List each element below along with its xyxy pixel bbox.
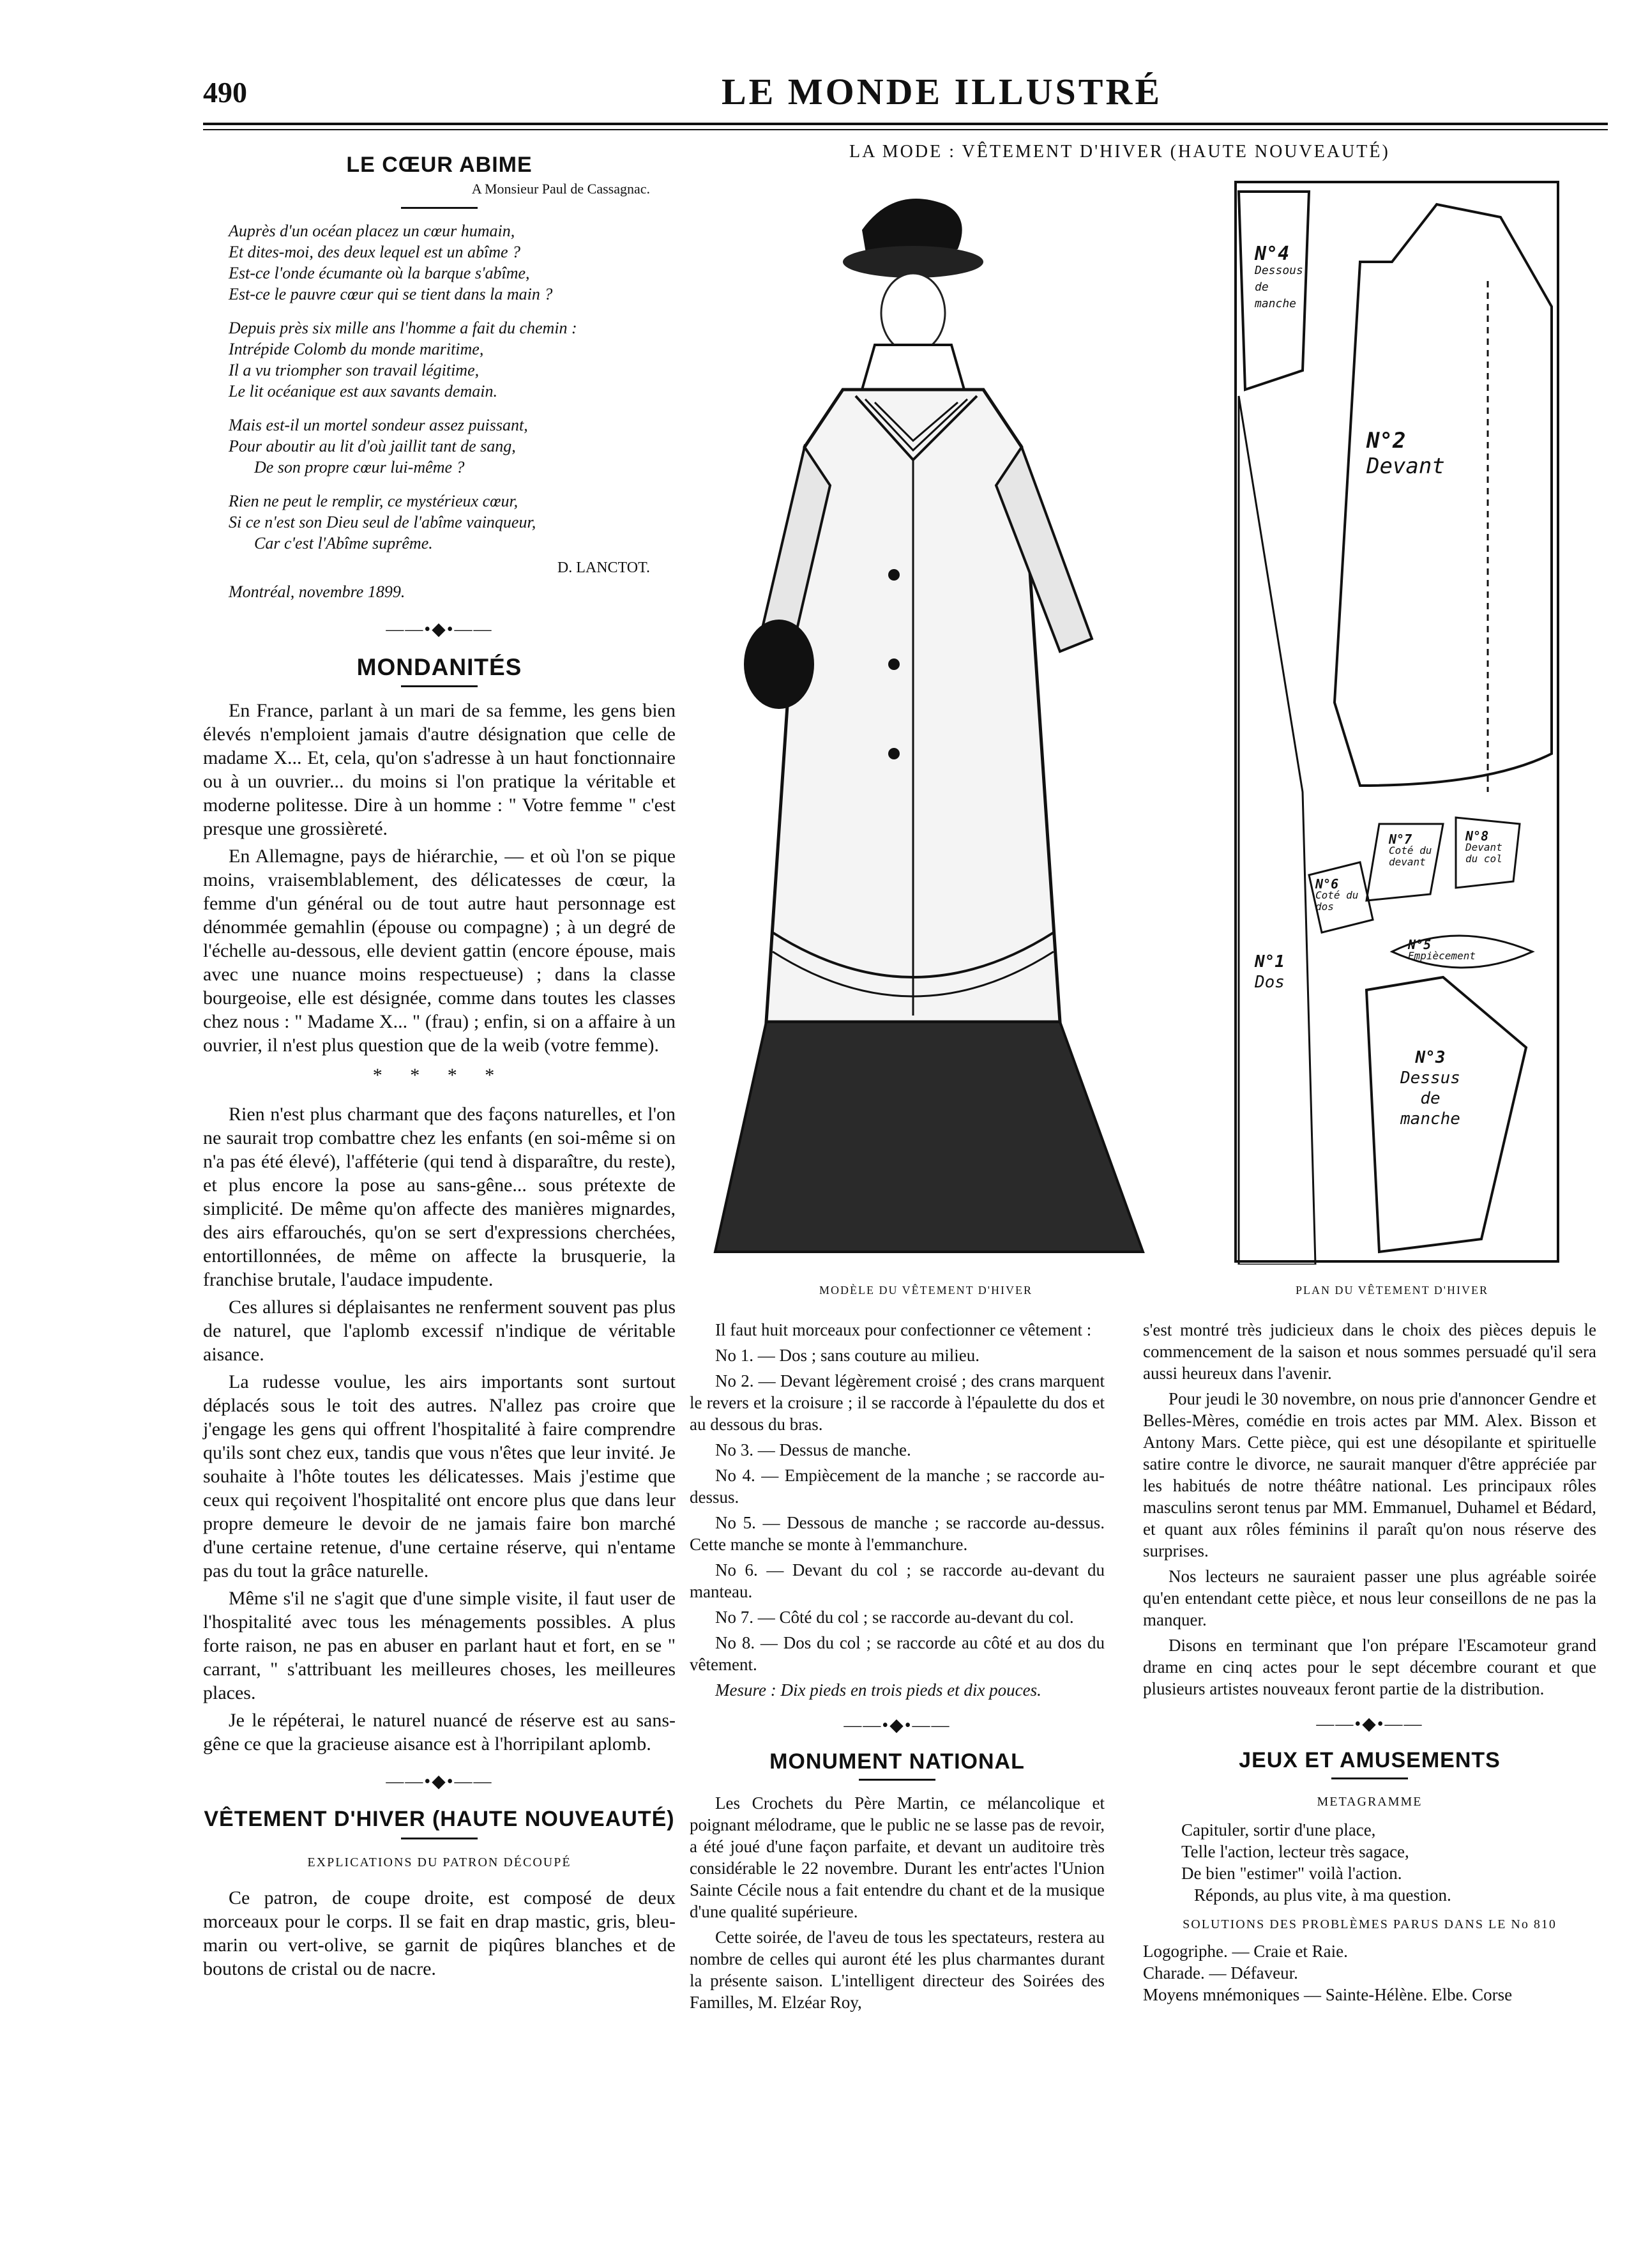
- piece-item: No 6. — Devant du col ; se raccorde au-devant du manteau.: [690, 1560, 1105, 1601]
- poem-line: Est-ce l'onde écumante où la barque s'abîme,: [229, 264, 530, 282]
- poem-line: Mais est-il un mortel sondeur assez puissant,: [229, 416, 528, 434]
- paragraph: En France, parlant à un mari de sa femme, les gens bien élevés n'emploient jamais d'autre désignation que celle de madame X... Et, cela, qu'on s'adresse à un haut fonctionnaire ou à un ouvrier... du moins si l'on pratique la véritable et moderne politesse. Dire à un homme : " Votre femme " c'est presque une grossièreté.: [203, 700, 676, 839]
- paragraph: Même s'il ne s'agit que d'une simple visite, il faut user de l'hospitalité avec tous les ménagements possibles. A plus forte raison, ne pas en abuser en parlant haut et fort, en se " carrant, " s'attribuant les meilleures choses, les meilleures places.: [203, 1588, 676, 1703]
- poem-line: Pour aboutir au lit d'où jaillit tant de sang,: [229, 437, 516, 455]
- poem-line: Et dites-moi, des deux lequel est un abîme ?: [229, 243, 521, 261]
- poem-line: Auprès d'un océan placez un cœur humain,: [229, 222, 515, 240]
- solutions-title: SOLUTIONS DES PROBLÈMES PARUS DANS LE No 810: [1183, 1917, 1557, 1931]
- poem-line: Si ce n'est son Dieu seul de l'abîme vainqueur,: [229, 513, 536, 531]
- piece-number: N°8: [1465, 828, 1489, 844]
- poem-author: D. LANCTOT.: [557, 559, 650, 576]
- pattern-label-no4: [1255, 243, 1306, 312]
- verse-line: De bien "estimer" voilà l'action.: [1181, 1864, 1402, 1883]
- piece-name: Coté du devant: [1389, 844, 1432, 868]
- measure-note: Mesure : Dix pieds en trois pieds et dix pouces.: [715, 1680, 1041, 1700]
- piece-item: No 7. — Côté du col ; se raccorde au-devant du col.: [715, 1608, 1074, 1627]
- section-title: MONUMENT NATIONAL: [769, 1749, 1025, 1774]
- piece-item: No 8. — Dos du col ; se raccorde au côté et au dos du vêtement.: [690, 1633, 1105, 1674]
- poem-line: Il a vu triompher son travail légitime,: [229, 361, 480, 379]
- poem-line: Intrépide Colomb du monde maritime,: [229, 340, 484, 358]
- divider: [401, 685, 478, 687]
- piece-name: Coté du dos: [1315, 889, 1359, 913]
- puzzle-verse: [1143, 1819, 1596, 1906]
- figure-caption: PLAN DU VÊTEMENT D'HIVER: [1295, 1284, 1489, 1297]
- piece-number: N°7: [1389, 832, 1412, 847]
- divider: [1331, 1777, 1408, 1779]
- piece-number: N°1: [1255, 952, 1285, 971]
- poem-stanza: [229, 415, 676, 478]
- piece-name: Dessous de manche: [1255, 264, 1303, 310]
- ornament-divider: ——•◆•——: [843, 1716, 951, 1735]
- poem-body: [203, 220, 676, 554]
- poem-dedication: A Monsieur Paul de Cassagnac.: [471, 181, 650, 197]
- paragraph: Les Crochets du Père Martin, ce mélancolique et poignant mélodrame, que le public ne se lasse pas de revoir, a été joué d'une façon parfaite, et devant un auditoire très considérable le 22 novembre. Durant les entr'actes l'Union Sainte Cécile nous a fait entendre du chant et de la musique d'une qualité supérieure.: [690, 1793, 1105, 1921]
- piece-number: N°3: [1415, 1048, 1446, 1067]
- piece-number: N°6: [1315, 876, 1339, 892]
- poem-stanza: [229, 491, 676, 554]
- journal-title: LE MONDE ILLUSTRÉ: [722, 71, 1163, 112]
- solution-line: Moyens mnémoniques — Sainte-Hélène. Elbe. Corse: [1143, 1985, 1513, 2004]
- divider: [859, 1779, 935, 1781]
- verse-line: Capituler, sortir d'une place,: [1181, 1820, 1376, 1839]
- pattern-label-no6: [1315, 878, 1360, 913]
- left-column: [203, 153, 676, 1984]
- solution-line: Logogriphe. — Craie et Raie.: [1143, 1942, 1348, 1961]
- piece-item: No 3. — Dessus de manche.: [715, 1440, 911, 1459]
- divider: [401, 1838, 478, 1839]
- paragraph: Pour jeudi le 30 novembre, on nous prie d'annoncer Gendre et Belles-Mères, comédie en trois actes par MM. Alex. Bisson et Antony Mars. Cette pièce, qui est une désopilante et spirituelle satire contre le divorce, ne saurait manquer d'être appréciée par les habitués de notre théâtre national. Les principaux rôles masculins seront tenus par MM. Emmanuel, Duhamel et Bédard, et quant aux rôles féminins il paraît qu'on nous réserve des surprises.: [1143, 1389, 1596, 1560]
- poem-line: Le lit océanique est aux savants demain.: [229, 382, 497, 400]
- poem-title: LE CŒUR ABIME: [346, 153, 533, 177]
- section-title: MONDANITÉS: [356, 654, 522, 680]
- piece-number: N°5: [1408, 937, 1432, 952]
- paragraph: Disons en terminant que l'on prépare l'Escamoteur grand drame en cinq actes pour le sept décembre courant et que plusieurs artistes nouveaux feront partie de la distribution.: [1143, 1636, 1596, 1698]
- ornament-divider: ——•◆•——: [1316, 1714, 1423, 1734]
- paragraph: Il faut huit morceaux pour confectionner ce vêtement :: [715, 1320, 1092, 1339]
- pattern-label-no1: [1255, 952, 1285, 993]
- section-title: VÊTEMENT D'HIVER (HAUTE NOUVEAUTÉ): [204, 1807, 675, 1831]
- header-rule: [203, 123, 1608, 125]
- paragraph: Rien n'est plus charmant que des façons naturelles, et l'on ne saurait trop combattre chez les enfants (en soi-même si on n'a pas été élevé), l'afféterie (qui tend à disparaître, du reste), et plus encore la pose au sans-gêne... sous prétexte de simplicité. De même qu'on affecte des manières mignardes, des airs effarouchés, qu'on se sert d'expressions cherchées, entortillonnées, de même on affecte la brusquerie, la franchise brutale, l'audace impudente.: [203, 1104, 676, 1290]
- piece-item: No 2. — Devant légèrement croisé ; des crans marquent le revers et la croisure ; il se raccorde à l'épaulette du dos et au dessous du bras.: [690, 1371, 1105, 1434]
- piece-name: Dos: [1255, 973, 1285, 992]
- page-number: 490: [203, 76, 247, 109]
- section-title: JEUX ET AMUSEMENTS: [1239, 1748, 1501, 1772]
- piece-number: N°2: [1366, 428, 1406, 453]
- paragraph: La rudesse voulue, les airs importants sont surtout déplacés sous le toit des autres. N'allez pas croire que j'engage les gens qui offrent l'hospitalité à faire comprendre qu'ils sont chez eux, tandis que vous n'êtes que leur invité. Je souhaite à l'hôte toutes les délicatesses. Mais j'estime que ceux qui reçoivent l'hospitalité ont encore plus que dans leur propre demeure le devoir de ne jamais faire bon marché d'une certaine retenue, d'une certaine réserve, qui n'entame pas du tout la grâce naturelle.: [203, 1371, 676, 1581]
- paragraph: Ce patron, de coupe droite, est composé de deux morceaux pour le corps. Il se fait en drap mastic, gris, bleu-marin ou vert-olive, se garnit de piqûres blanches et de boutons de cristal ou de nacre.: [203, 1887, 676, 1979]
- paragraph: Je le répéterai, le naturel nuancé de réserve est au sans-gêne ce que la gracieuse aisance est à l'horripilant aplomb.: [203, 1710, 676, 1754]
- poem-stanza: [229, 220, 676, 305]
- piece-name: Devant: [1366, 453, 1445, 479]
- paragraph: Nos lecteurs ne sauraient passer une plus agréable soirée qu'en entendant cette pièce, et nous leur conseillons de ne pas la manquer.: [1143, 1567, 1596, 1629]
- poem-stanza: [229, 317, 676, 402]
- paragraph: En Allemagne, pays de hiérarchie, — et où l'on se pique moins, vraisemblablement, des délicatesses de cœur, la femme d'un général ou de tout autre haut personnage est dénommée gemahlin (épouse ou compagne) ; à un degré de l'échelle au-dessous, elle devient gattin (encore épouse, mais avec une nuance moins respectueuse) ; dans la classe bourgeoise, elle est désignée, comme dans toutes les classes chez nous : " Madame X... " (frau) ; enfin, si on a affaire à un ouvrier, il n'est plus question que de la weib (votre femme).: [203, 846, 676, 1056]
- paragraph: Ces allures si déplaisantes ne renferment souvent pas plus de naturel, que l'aplomb excessif n'indique de véritable aisance.: [203, 1297, 676, 1365]
- poem-line: Car c'est l'Abîme suprême.: [254, 534, 433, 552]
- paragraph: Cette soirée, de l'aveu de tous les spectateurs, restera au nombre de celles qui auront été les plus charmantes durant la présente saison. L'intelligent directeur des Soirées des Familles, M. Elzéar Roy,: [690, 1928, 1105, 2012]
- dress-illustration: [702, 179, 1162, 1265]
- piece-item: No 5. — Dessous de manche ; se raccorde au-dessus. Cette manche se monte à l'emmanchure.: [690, 1513, 1105, 1554]
- middle-column: [690, 1319, 1105, 2017]
- ornament-divider: ——•◆•——: [386, 1772, 493, 1792]
- figure-caption: MODÈLE DU VÊTEMENT D'HIVER: [819, 1284, 1033, 1297]
- pattern-label-no2: [1366, 428, 1445, 479]
- verse-line: Réponds, au plus vite, à ma question.: [1194, 1885, 1451, 1905]
- right-column: [1143, 1319, 1596, 2005]
- header-rule-thin: [203, 129, 1608, 130]
- pattern-label-no5: [1408, 939, 1476, 962]
- pattern-label-no8: [1465, 830, 1517, 865]
- pattern-label-no7: [1389, 833, 1446, 868]
- section-subtitle: EXPLICATIONS DU PATRON DÉCOUPÉ: [307, 1855, 571, 1869]
- stars-separator: * * * *: [372, 1065, 506, 1086]
- divider: [401, 207, 478, 209]
- pattern-label-no3: [1389, 1047, 1472, 1129]
- poem-line: De son propre cœur lui-même ?: [254, 458, 465, 476]
- solution-line: Charade. — Défaveur.: [1143, 1963, 1298, 1983]
- piece-item: No 1. — Dos ; sans couture au milieu.: [715, 1346, 980, 1365]
- paragraph: s'est montré très judicieux dans le choix des pièces depuis le commencement de la saison et nous sommes persuadé qu'il sera aussi heureux dans l'avenir.: [1143, 1320, 1596, 1383]
- ornament-divider: ——•◆•——: [386, 620, 493, 639]
- piece-item: No 4. — Empiècement de la manche ; se raccorde au-dessus.: [690, 1466, 1105, 1507]
- piece-number: N°4: [1255, 243, 1290, 265]
- poem-place-date: Montréal, novembre 1899.: [229, 582, 405, 601]
- piece-name: Devant du col: [1465, 841, 1502, 865]
- verse-line: Telle l'action, lecteur très sagace,: [1181, 1842, 1409, 1861]
- fashion-title: LA MODE : VÊTEMENT D'HIVER (HAUTE NOUVEAUTÉ): [849, 142, 1390, 162]
- poem-line: Est-ce le pauvre cœur qui se tient dans la main ?: [229, 285, 553, 303]
- section-subtitle: METAGRAMME: [1317, 1795, 1423, 1809]
- poem-line: Depuis près six mille ans l'homme a fait du chemin :: [229, 319, 577, 337]
- piece-name: Empiècement: [1408, 950, 1476, 962]
- poem-line: Rien ne peut le remplir, ce mystérieux cœur,: [229, 492, 518, 510]
- piece-name: Dessus de manche: [1400, 1069, 1460, 1129]
